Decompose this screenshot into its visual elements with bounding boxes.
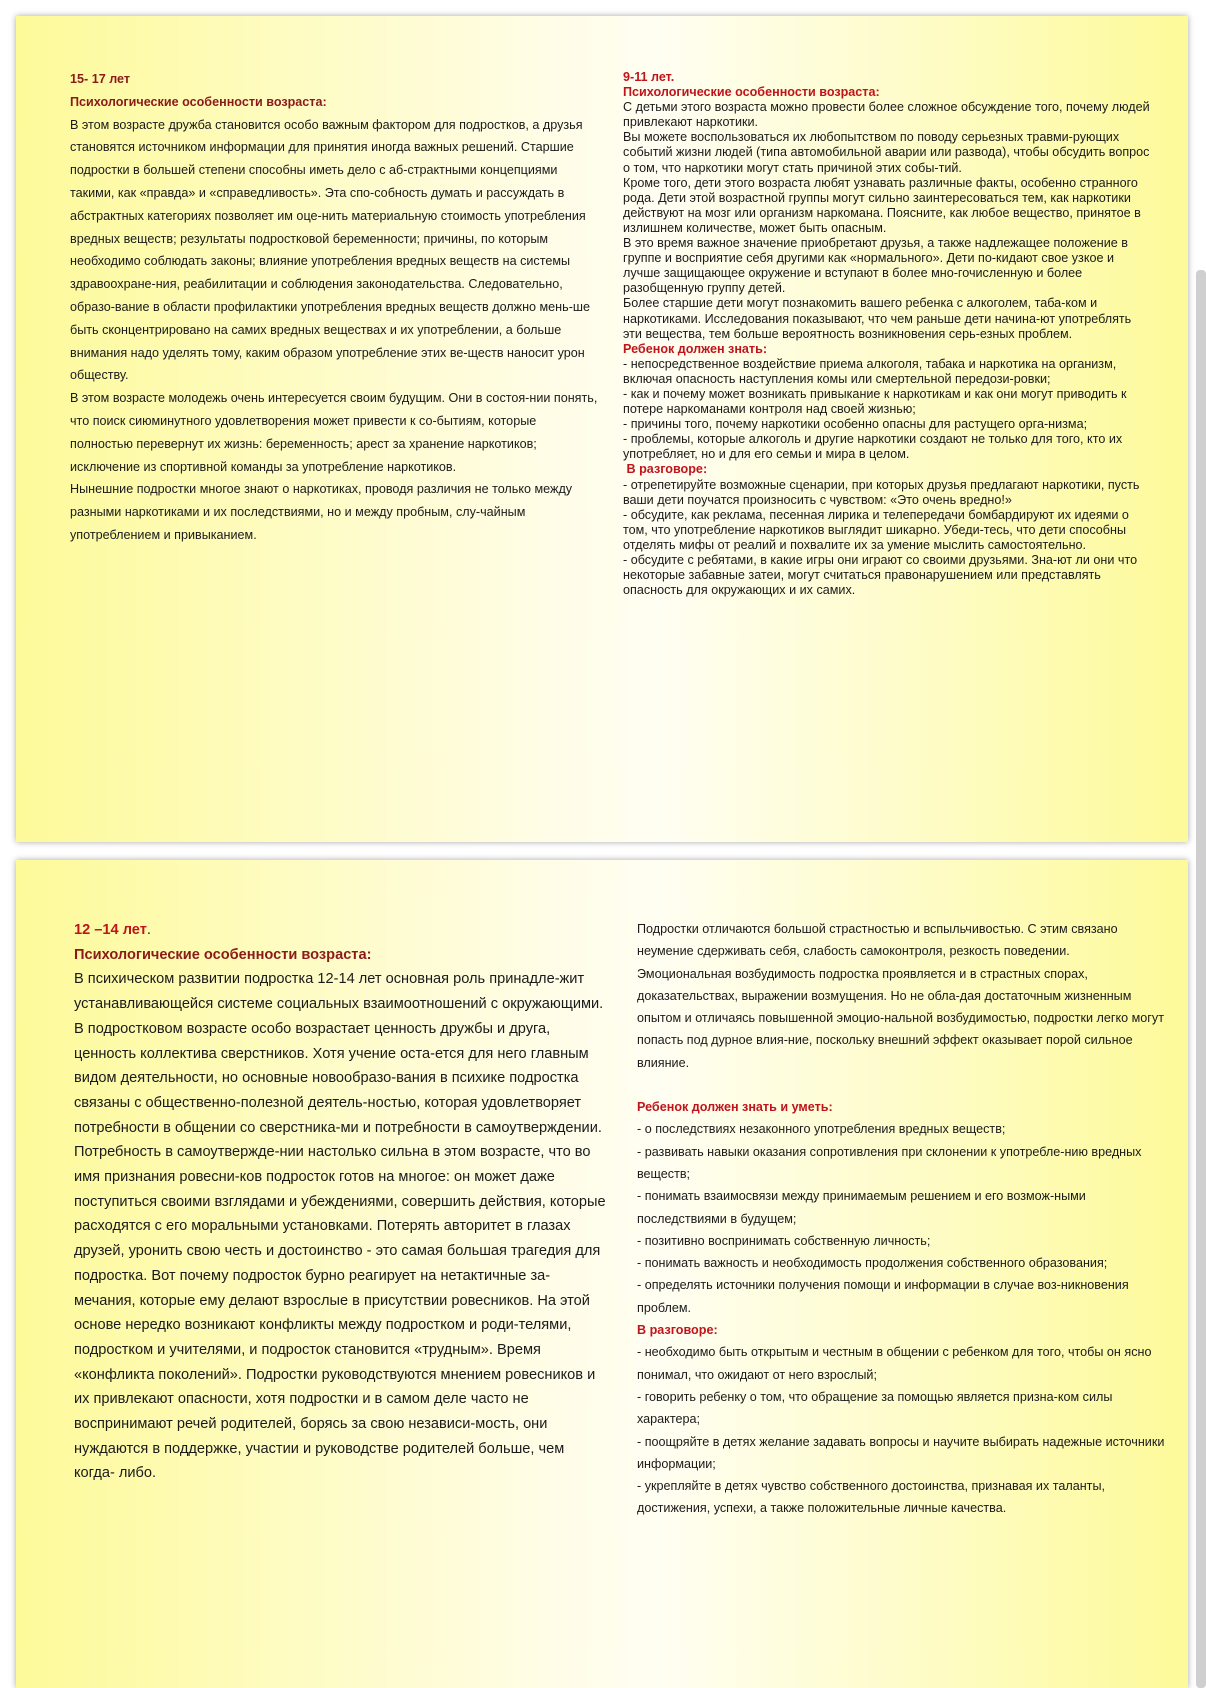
- age-heading-line: [74, 918, 609, 943]
- must-know-heading: Ребенок должен знать и уметь:: [637, 1100, 833, 1115]
- list-item: - понимать важность и необходимость продолжения собственного образования;: [637, 1256, 1108, 1271]
- paragraph: Более старшие дети могут познакомить вашего ребенка с алкоголем, таба-ком и наркотиками. Исследования показывают, что чем раньше дети начина-ют употреблять эти вещества, тем больше вероятность возникновения серь-езных проблем.: [623, 296, 1132, 341]
- paragraph: В этом возрасте молодежь очень интересуется своим будущим. Они в состоя-нии понять, что поиск сиюминутного удовлетворения может привести к со-бытиям, которые полностью перевернут их жизнь: беременность; арест за хранение наркотиков; исключение из спортивной команды за употребление наркотиков.: [70, 391, 598, 474]
- list-item: - обсудите, как реклама, песенная лирика и телепередачи бомбардируют их идеями о том, что употребление наркотиков выглядит шикарно. Убеди-тесь, что дети способны отделять мифы от реалий и похвалите их за умение мыслить самостоятельно.: [623, 507, 1129, 552]
- list-item: - определять источники получения помощи и информации в случае воз-никновения проблем.: [637, 1278, 1129, 1315]
- section-heading: Психологические особенности возраста:: [70, 94, 327, 109]
- paragraph: Вы можете воспользоваться их любопытством по поводу серьезных травми-рующих событий жизни людей (типа автомобильной аварии или развода), чтобы обсудить вопрос о том, что наркотики могут стать причиной этих собы-тий.: [623, 130, 1150, 175]
- spacer: [637, 1074, 1167, 1096]
- must-know-heading: Ребенок должен знать:: [623, 341, 768, 356]
- section-15-17: [70, 68, 600, 547]
- section-12-14: [74, 918, 609, 1486]
- paragraph: В психическом развитии подростка 12-14 лет основная роль принадле-жит устанавливающейся системе социальных взаимоотношений с окружающими. В подростковом возрасте особо возрастает ценность дружбы и друга, ценность коллектива сверстников. Хотя учение оста-ется для него главным видом деятельности, но основные новообразо-вания в психике подростка связаны с общественно-полезной деятель-ностью, которая удовлетворяет потребности в общении со сверстника-ми и потребности в самоутверждении. Потребность в самоутвержде-нии настолько сильна в этом возрасте, что во имя признания ровесни-ков подросток готов на многое: он может даже поступиться своими взглядами и убеждениями, совершить действия, которые расходятся с его моральными установками. Потерять авторитет в глазах друзей, уронить свою честь и достоинство - это самая большая трагедия для подростка. Вот почему подросток бурно реагирует на нетактичные за-мечания, которые ему делают взрослые в присутствии ровесников. На этой основе нередко возникают конфликты между подростком и роди-телями, подростком и учителями, и подросток становится «трудным». Время «конфликта поколений». Подростки руководствуются мнением ровесников и их привлекают опасности, хотя подростки и в самом деле часто не воспринимают речей родителей, борясь за свою независи-мость, они нуждаются в поддержке, участии и руководстве родителей больше, чем когда- либо.: [74, 971, 606, 1482]
- list-item: - говорить ребенку о том, что обращение за помощью является призна-ком силы характера;: [637, 1389, 1113, 1427]
- conversation-heading: В разговоре:: [623, 462, 708, 477]
- paragraph: В это время важное значение приобретают друзья, а также надлежащее положение в группе и восприятие себя другими как «нормального». Дети по-кидают свое узкое и лучше защищающее окружение и вступают в более мно-гочисленную и более разобщенную группу детей.: [623, 236, 1128, 296]
- paragraph: Нынешние подростки многое знают о наркотиках, проводя различия не только между разными наркотиками и их последствиями, но и между пробным, слу-чайным употреблением и привыканием.: [70, 482, 573, 542]
- age-heading: 15- 17 лет: [70, 72, 131, 86]
- conversation-heading: В разговоре:: [637, 1323, 718, 1338]
- list-item: - позитивно воспринимать собственную личность;: [637, 1233, 931, 1248]
- list-item: - необходимо быть открытым и честным в общении с ребенком для того, чтобы он ясно понимал, что ожидают от него взрослый;: [637, 1345, 1152, 1382]
- page-1: [16, 16, 1188, 842]
- list-item: - укрепляйте в детях чувство собственного достоинства, признавая их таланты, достижения, успехи, а также положительные личные качества.: [637, 1479, 1105, 1516]
- section-heading: Психологические особенности возраста:: [74, 946, 372, 963]
- age-heading: 9-11 лет.: [623, 70, 675, 84]
- list-item: - причины того, почему наркотики особенно опасны для растущего орга-низма;: [623, 417, 1088, 432]
- paragraph: С детьми этого возраста можно провести более сложное обсуждение того, почему людей привлекают наркотики.: [623, 100, 1150, 130]
- list-item: - обсудите с ребятами, в какие игры они играют со своими друзьями. Зна-ют ли они что некоторые забавные затеи, могут считаться правонарушением или представлять опасность для окружающих и их самих.: [623, 553, 1138, 598]
- paragraph: Кроме того, дети этого возраста любят узнавать различные факты, особенно странного рода. Дети этой возрастной группы могут сильно заинтересоваться тем, как наркотики действуют на мозг или организм наркомана. Поясните, как любое вещество, принятое в излишнем количестве, может быть опасным.: [623, 175, 1141, 235]
- list-item: - отрепетируйте возможные сценарии, при которых друзья предлагают наркотики, пусть ваши дети поучатся произносить с чувством: «Это очень вредно!»: [623, 477, 1140, 507]
- paragraph: Подростки отличаются большой страстностью и вспыльчивостью. С этим связано неумение сдерживать себя, слабость самоконтроля, резкость поведении. Эмоциональная возбудимость подростка проявляется и в страстных спорах, доказательствах, выражении возмущения. Но не обла-дая достаточным жизненным опытом и отличаясь повышенной эмоцио-нальной возбудимостью, подростки легко могут попасть под дурное влия-ние, поскольку внешний эффект оказывает порой сильное влияние.: [637, 922, 1164, 1070]
- vertical-scrollbar[interactable]: [1196, 270, 1206, 1688]
- list-item: - поощряйте в детях желание задавать вопросы и научите выбирать надежные источники информации;: [637, 1434, 1165, 1471]
- age-heading: 12 –14 лет: [74, 922, 147, 938]
- age-heading-dot: .: [146, 922, 151, 938]
- list-item: - развивать навыки оказания сопротивления при склонении к употребле-нию вредных веществ;: [637, 1144, 1142, 1181]
- page-2: [16, 860, 1188, 1688]
- list-item: - непосредственное воздействие приема алкоголя, табака и наркотика на организм, включая опасность наступления комы или смертельной передози-ровки;: [623, 356, 1117, 386]
- list-item: - проблемы, которые алкоголь и другие наркотики создают не только для того, кто их употребляет, но и для его семьи и мира в целом.: [623, 432, 1123, 462]
- paragraph: В этом возрасте дружба становится особо важным фактором для подростков, а друзья становятся источником информации для принятия иногда важных решений. Старшие подростки в большей степени способны иметь дело с аб-страктными концепциями такими, как «правда» и «справедливость». Эта спо-собность думать и рассуждать в абстрактных категориях позволяет им оце-нить материальную стоимость употребления вредных веществ; результаты подростковой беременности; причины, по которым необходимо соблюдать законы; влияние употребления вредных веществ на системы здравоохране-ния, реабилитации и соблюдения законодательства. Следовательно, образо-вание в области профилактики употребления вредных веществ должно мень-ше быть сконцентрировано на самих вредных веществах и их употреблении, а больше внимания надо уделять тому, каким образом употребление этих ве-ществ наносит урон обществу.: [70, 117, 591, 383]
- section-heading: Психологические особенности возраста:: [623, 85, 880, 100]
- section-12-14-continued: [637, 918, 1167, 1520]
- section-9-11: [623, 70, 1153, 598]
- list-item: - как и почему может возникать привыкание к наркотикам и как они могут приводить к потере наркоманами контроля над своей жизнью;: [623, 386, 1127, 417]
- list-item: - о последствиях незаконного употребления вредных веществ;: [637, 1122, 1006, 1137]
- list-item: - понимать взаимосвязи между принимаемым решением и его возмож-ными последствиями в будущем;: [637, 1189, 1086, 1226]
